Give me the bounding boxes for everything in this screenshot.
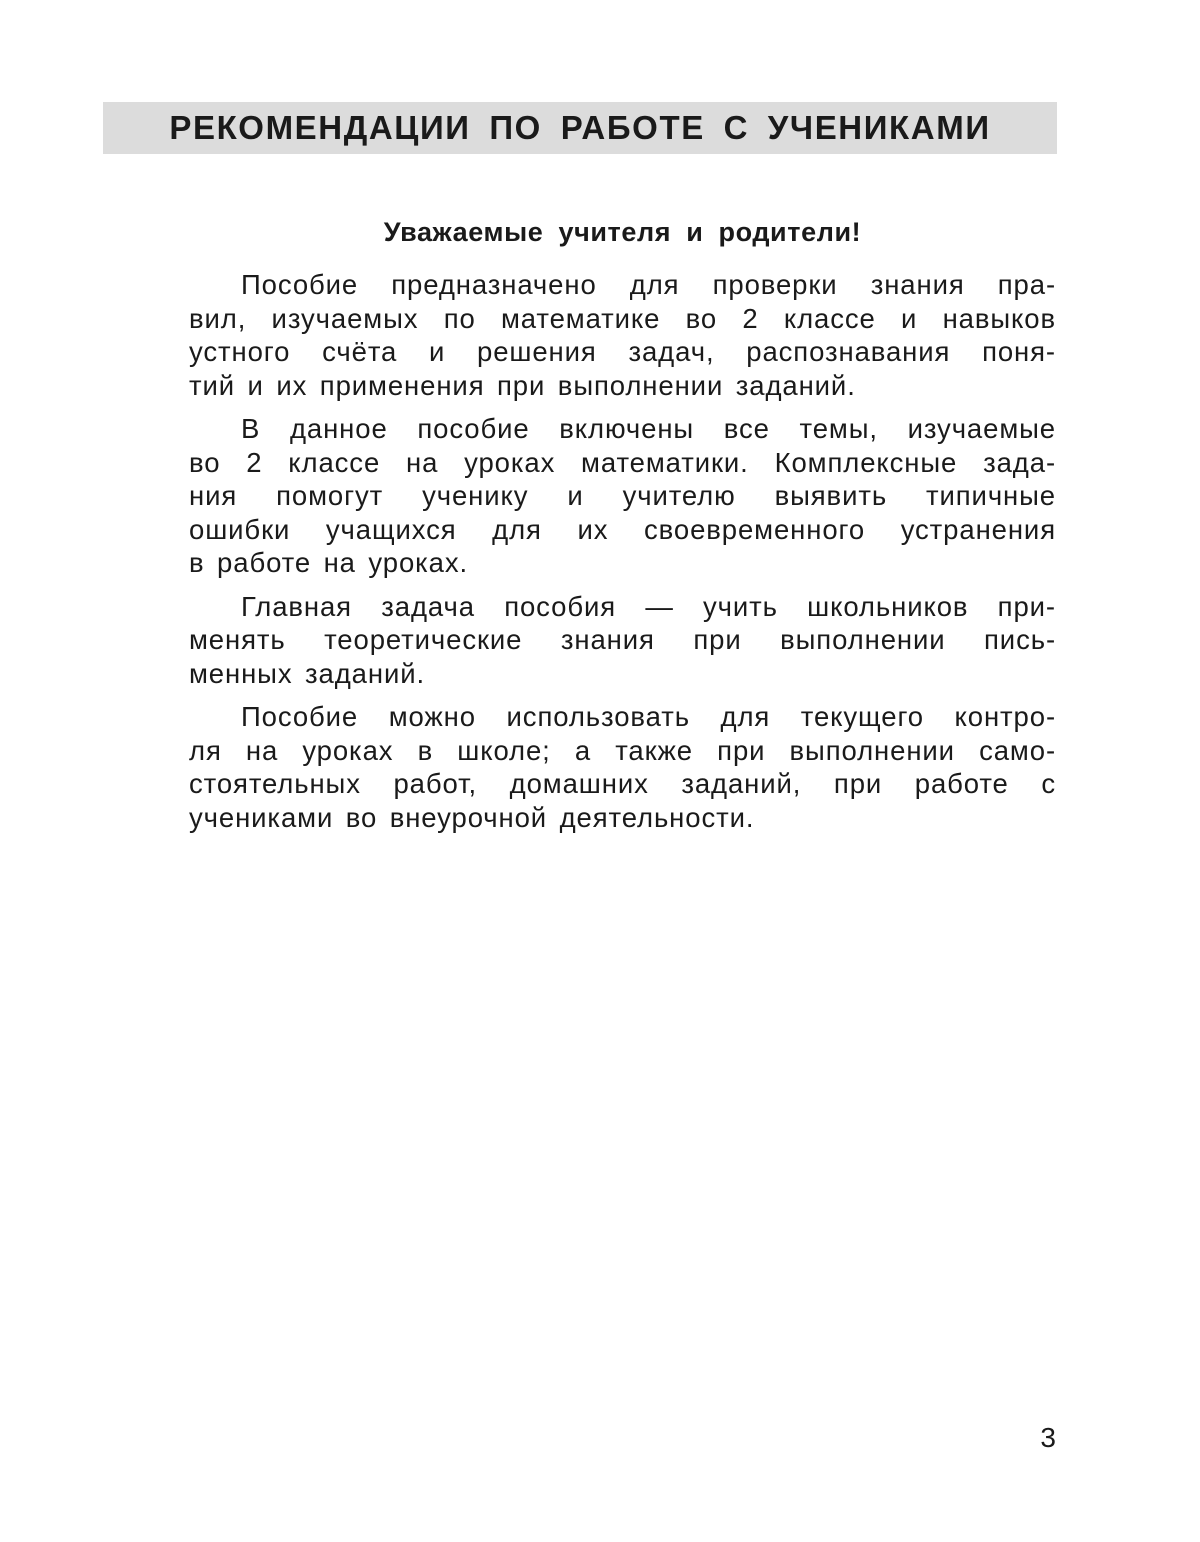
paragraph-line: учениками во внеурочной деятельности. <box>189 801 755 833</box>
paragraph-1 <box>189 268 1056 402</box>
greeting-heading: Уважаемые учителя и родители! <box>383 217 862 247</box>
paragraph-4 <box>189 700 1056 834</box>
section-title: РЕКОМЕНДАЦИИ ПО РАБОТЕ С УЧЕНИКАМИ <box>169 109 991 146</box>
paragraph-line: тий и их применения при выполнении заданий. <box>189 369 856 401</box>
page-content <box>189 210 1056 844</box>
paragraph-line: стоятельных работ, домашних заданий, при работе с <box>189 768 1056 799</box>
paragraph-line: ля на уроках в школе; а также при выполнении само- <box>189 734 1056 766</box>
section-header <box>103 102 1057 154</box>
page-number: 3 <box>1040 1422 1056 1453</box>
paragraph-line: во 2 классе на уроках математики. Комплексные зада- <box>189 446 1056 478</box>
paragraph-line: менных заданий. <box>189 657 426 689</box>
paragraph-2 <box>189 412 1056 580</box>
paragraph-line: Пособие предназначено для проверки знания пра- <box>241 269 1056 300</box>
paragraph-line: Главная задача пособия — учить школьников при- <box>241 590 1056 622</box>
paragraph-line: устного счёта и решения задач, распознавания поня- <box>189 336 1056 367</box>
paragraph-line: Пособие можно использовать для текущего контро- <box>241 701 1056 732</box>
paragraph-3 <box>189 590 1056 691</box>
paragraph-line: ошибки учащихся для их своевременного устранения <box>189 513 1056 545</box>
paragraph-line: в работе на уроках. <box>189 547 469 578</box>
paragraph-line: ния помогут ученику и учителю выявить типичные <box>189 480 1056 511</box>
paragraph-line: менять теоретические знания при выполнении пись- <box>189 624 1056 655</box>
paragraph-line: вил, изучаемых по математике во 2 классе и навыков <box>189 302 1056 334</box>
paragraph-line: В данное пособие включены все темы, изучаемые <box>241 413 1056 444</box>
